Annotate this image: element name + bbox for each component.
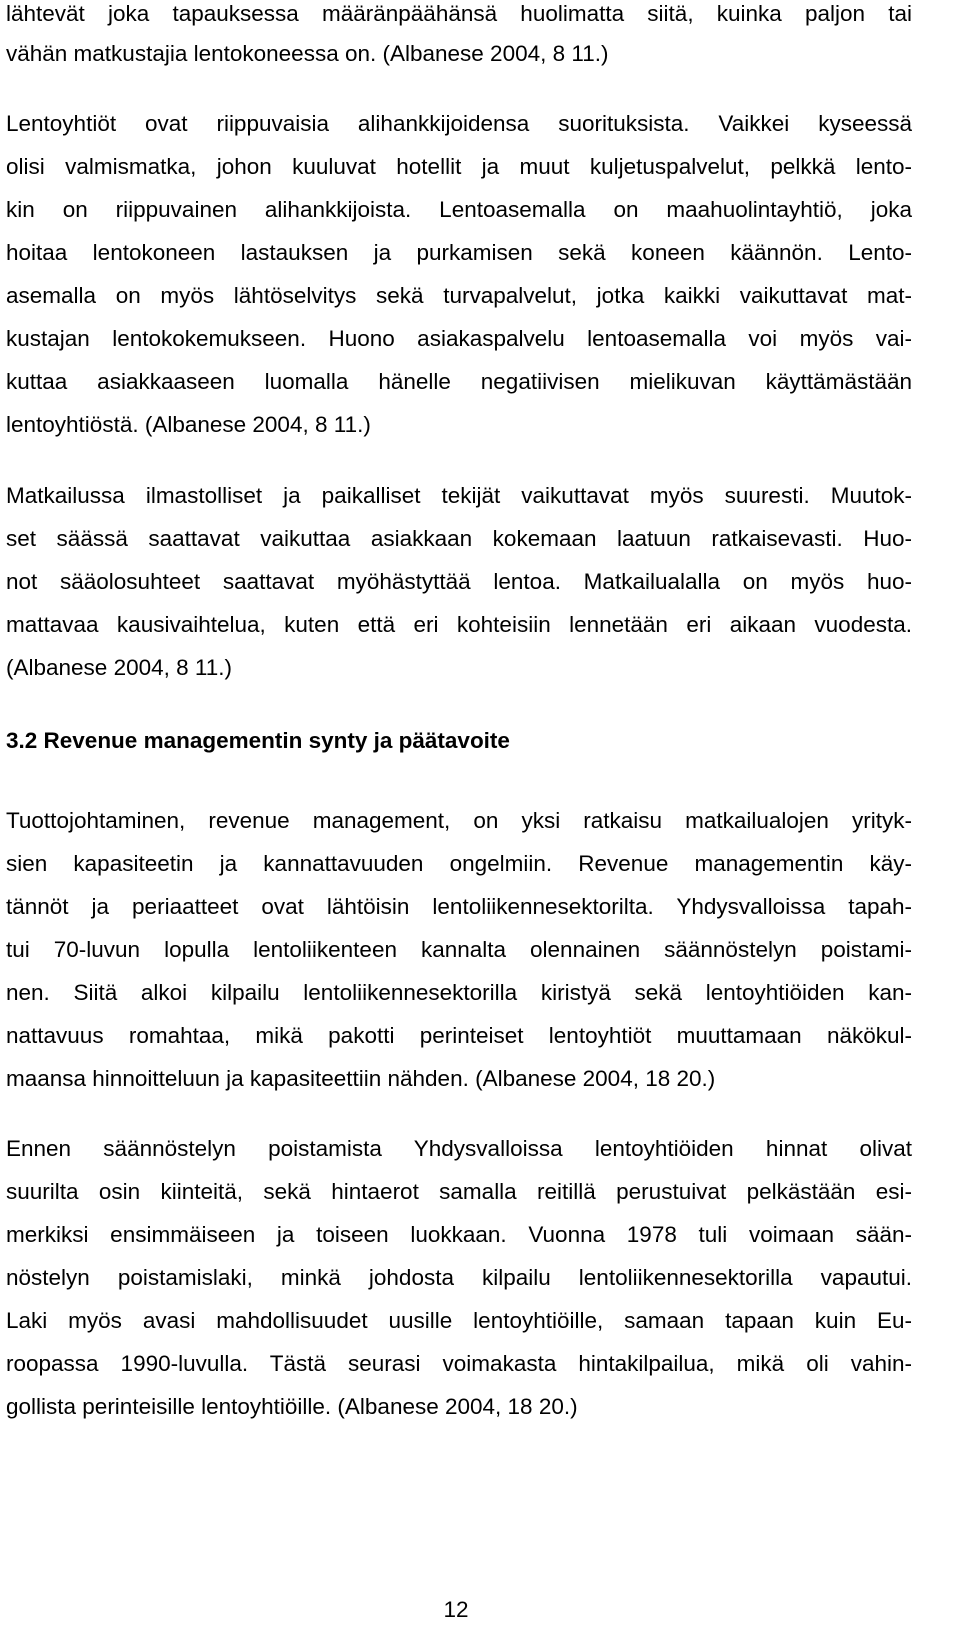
text-line: Ennen säännöstelyn poistamista Yhdysvalloissa lentoyhtiöiden hinnat olivat bbox=[6, 1136, 912, 1161]
page-number: 12 bbox=[443, 1597, 469, 1622]
text-line: kin on riippuvainen alihankkijoista. Lentoasemalla on maahuolintayhtiö, joka bbox=[6, 197, 912, 222]
text-line: nöstelyn poistamislaki, minkä johdosta kilpailu lentoliikennesektorilla vapautui. bbox=[6, 1265, 912, 1290]
text-line: tui 70-luvun lopulla lentoliikenteen kannalta olennainen säännöstelyn poistami- bbox=[6, 937, 912, 962]
text-line: kuttaa asiakkaaseen luomalla hänelle negatiivisen mielikuvan käyttämästään bbox=[6, 369, 912, 394]
text-line: merkiksi ensimmäiseen ja toiseen luokkaan. Vuonna 1978 tuli voimaan sään- bbox=[6, 1222, 912, 1247]
text-line: Tuottojohtaminen, revenue management, on yksi ratkaisu matkailualojen yrityk- bbox=[6, 808, 912, 833]
text-line: lähtevät joka tapauksessa määränpäähänsä huolimatta siitä, kuinka paljon tai bbox=[6, 1, 912, 26]
text-line: vähän matkustajia lentokoneessa on. (Albanese 2004, 8 11.) bbox=[6, 41, 609, 66]
text-line: lentoyhtiöstä. (Albanese 2004, 8 11.) bbox=[6, 412, 371, 437]
text-line: roopassa 1990-luvulla. Tästä seurasi voimakasta hintakilpailua, mikä oli vahin- bbox=[6, 1351, 912, 1376]
text-line: suurilta osin kiinteitä, sekä hintaerot samalla reitillä perustuivat pelkästään esi- bbox=[6, 1179, 912, 1204]
text-line: tännöt ja periaatteet ovat lähtöisin lentoliikennesektorilta. Yhdysvalloissa tapah- bbox=[6, 894, 912, 919]
text-line: kustajan lentokokemukseen. Huono asiakaspalvelu lentoasemalla voi myös vai- bbox=[6, 326, 912, 351]
text-line: olisi valmismatka, johon kuuluvat hotellit ja muut kuljetuspalvelut, pelkkä lento- bbox=[6, 154, 912, 179]
text-line: nattavuus romahtaa, mikä pakotti perinteiset lentoyhtiöt muuttamaan näkökul- bbox=[6, 1023, 912, 1048]
text-line: set säässä saattavat vaikuttaa asiakkaan kokemaan laatuun ratkaisevasti. Huo- bbox=[6, 526, 912, 551]
text-line: Lentoyhtiöt ovat riippuvaisia alihankkijoidensa suorituksista. Vaikkei kyseessä bbox=[6, 111, 912, 136]
text-line: asemalla on myös lähtöselvitys sekä turvapalvelut, jotka kaikki vaikuttavat mat- bbox=[6, 283, 912, 308]
text-line: (Albanese 2004, 8 11.) bbox=[6, 655, 232, 680]
text-line: sien kapasiteetin ja kannattavuuden ongelmiin. Revenue managementin käy- bbox=[6, 851, 912, 876]
text-line: gollista perinteisille lentoyhtiöille. (Albanese 2004, 18 20.) bbox=[6, 1394, 578, 1419]
text-line: hoitaa lentokoneen lastauksen ja purkamisen sekä koneen käännön. Lento- bbox=[6, 240, 912, 265]
text-line: mattavaa kausivaihtelua, kuten että eri kohteisiin lennetään eri aikaan vuodesta. bbox=[6, 612, 912, 637]
text-line: not sääolosuhteet saattavat myöhästyttää lentoa. Matkailualalla on myös huo- bbox=[6, 569, 912, 594]
text-line: maansa hinnoitteluun ja kapasiteettiin nähden. (Albanese 2004, 18 20.) bbox=[6, 1066, 716, 1091]
text-line: nen. Siitä alkoi kilpailu lentoliikennesektorilla kiristyä sekä lentoyhtiöiden kan- bbox=[6, 980, 912, 1005]
text-line: Laki myös avasi mahdollisuudet uusille lentoyhtiöille, samaan tapaan kuin Eu- bbox=[6, 1308, 912, 1333]
section-heading: 3.2 Revenue managementin synty ja päätavoite bbox=[6, 728, 510, 753]
text-line: Matkailussa ilmastolliset ja paikalliset tekijät vaikuttavat myös suuresti. Muutok- bbox=[6, 483, 912, 508]
